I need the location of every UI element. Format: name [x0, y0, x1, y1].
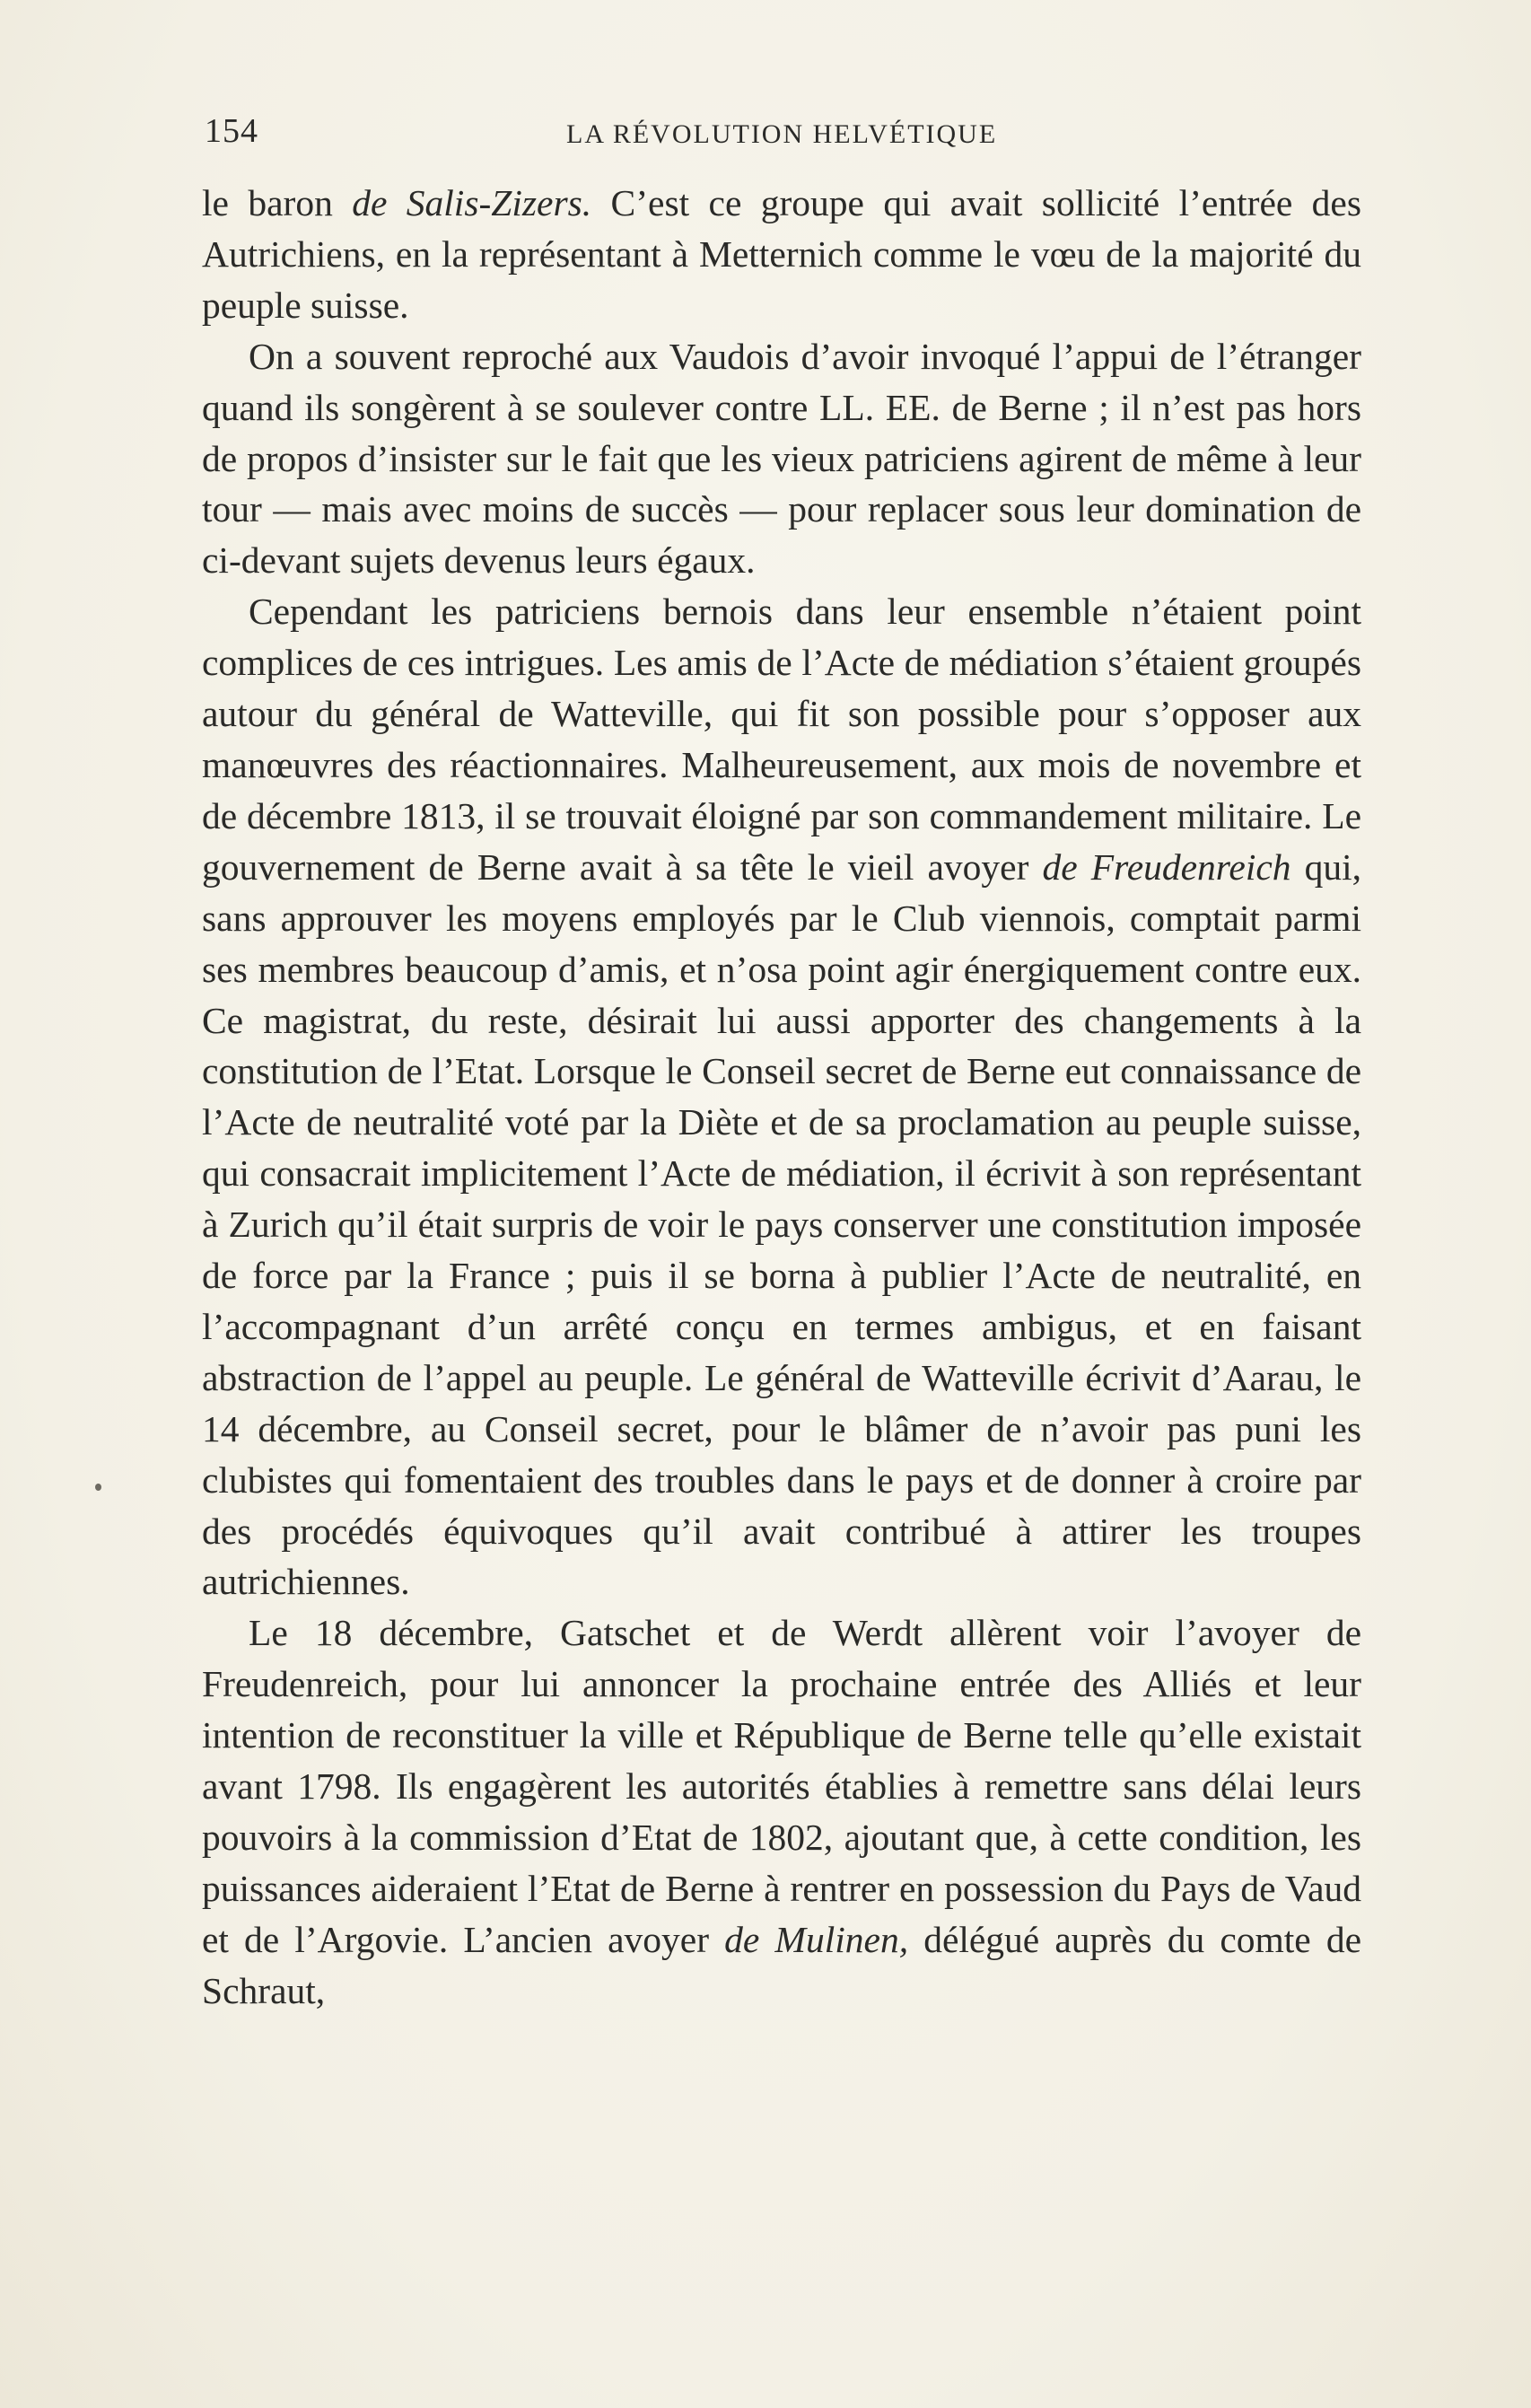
text-segment: On a souvent reproché aux Vaudois d’avoir invoqué l’appui de l’étranger quand ils songèrent à se soulever contre LL. EE. de Berne ; il n’est pas hors de propos d’insister sur le fait que les vieux patriciens agirent de même à leur tour — mais avec moins de succès — pour replacer sous leur domination de ci-devant sujets devenus leurs égaux. [202, 335, 1361, 582]
italic-name-mulinen: de Mulinen, [724, 1918, 909, 1960]
text-segment: C’est ce groupe qui avait sollicité l’entrée des Autrichiens, en la représentant à Metternich comme le vœu de la majorité du peuple suisse. [202, 182, 1361, 326]
page-number: 154 [205, 112, 258, 150]
text-segment: Le 18 décembre, Gatschet et de Werdt allèrent voir l’avoyer de Freudenreich, pour lui annoncer la prochaine entrée des Alliés et leur intention de reconstituer la ville et République de Berne telle qu’elle existait avant 1798. Ils engagèrent les autorités établies à remettre sans délai leurs pouvoirs à la commission d’Etat de 1802, ajoutant que, à cette condition, les puissances aideraient l’Etat de Berne à rentrer en possession du Pays de Vaud et de l’Argovie. L’ancien avoyer [202, 1612, 1361, 1960]
paragraph-4 [202, 1607, 1361, 2016]
text-segment: le baron [202, 182, 353, 223]
paragraph-2 [202, 331, 1361, 587]
running-title: LA RÉVOLUTION HELVÉTIQUE [566, 119, 998, 149]
text-segment: qui, sans approuver les moyens employés par le Club viennois, comptait parmi ses membres beaucoup d’amis, et n’osa point agir énergiquement contre eux. Ce magistrat, du reste, désirait lui aussi apporter des changements à la constitution de l’Etat. Lorsque le Conseil secret de Berne eut connaissance de l’Acte de neutralité voté par la Diète et de sa proclamation au peuple suisse, qui consacrait implicitement l’Acte de médiation, il écrivit à son représentant à Zurich qu’il était surpris de voir le pays conserver une constitution imposée de force par la France ; puis il se borna à publier l’Acte de neutralité, en l’accompagnant d’un arrêté conçu en termes ambigus, et en faisant abstraction de l’appel au peuple. Le général de Watteville écrivit d’Aarau, le 14 décembre, au Conseil secret, pour le blâmer de n’avoir pas puni les clubistes qui fomentaient des troubles dans le pays et de donner à croire par des procédés équivoques qu’il avait contribué à attirer les troupes autrichiennes. [202, 845, 1362, 1603]
italic-name-salis-zizers: de Salis-Zizers. [352, 182, 592, 223]
paragraph-3 [202, 586, 1361, 1607]
italic-name-freudenreich: de Freudenreich [1042, 845, 1291, 888]
print-speck [95, 1484, 101, 1491]
body-text [202, 178, 1361, 2017]
text-segment: délégué auprès du comte de Schraut, [202, 1918, 1361, 2011]
paragraph-1 [202, 178, 1361, 331]
page-header [205, 111, 1362, 156]
text-segment: Cependant les patriciens bernois dans leur ensemble n’étaient point complices de ces intrigues. Les amis de l’Acte de médiation s’étaient groupés autour du général de Watteville, qui fit son possible pour s’opposer aux manœuvres des réactionnaires. Malheureusement, aux mois de novembre et de décembre 1813, il se trouvait éloigné par son commandement militaire. Le gouvernement de Berne avait à sa tête le vieil avoyer [202, 591, 1361, 888]
